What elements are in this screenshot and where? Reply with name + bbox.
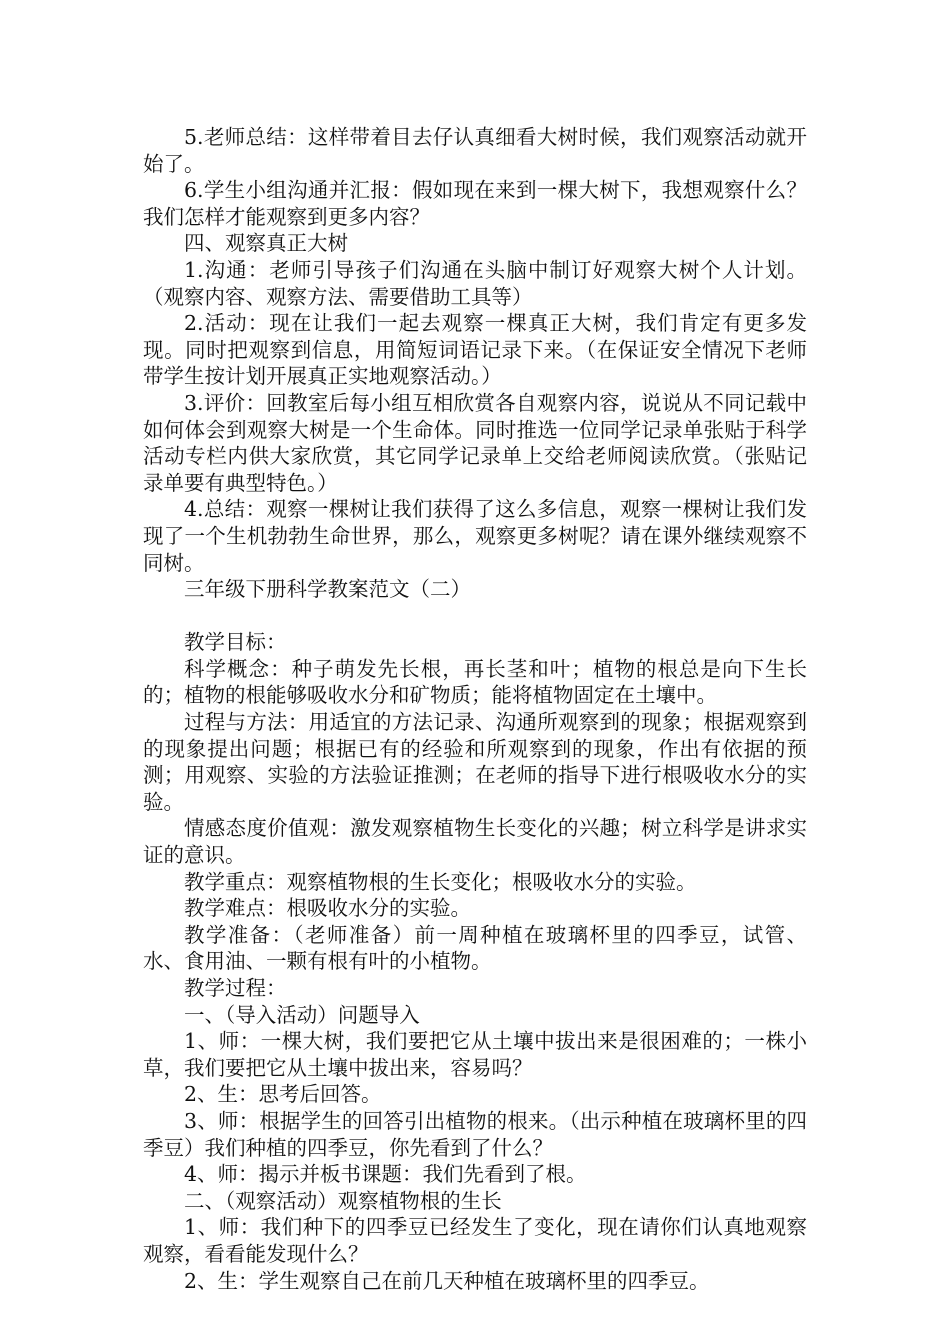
paragraph: 3、师：根据学生的回答引出植物的根来。（出示种植在玻璃杯里的四季豆）我们种植的四季豆，你先看到了什么？ xyxy=(143,1108,807,1160)
paragraph: 1、师：一棵大树，我们要把它从土壤中拔出来是很困难的；一株小草，我们要把它从土壤中拔出来，容易吗？ xyxy=(143,1029,807,1080)
paragraph: 2、生：思考后回答。 xyxy=(184,1082,382,1107)
document-title: 三年级下册科学教案范文（二） xyxy=(184,577,471,602)
paragraph: 3.评价：回教室后每小组互相欣赏各自观察内容，说说从不同记载中如何体会到观察大树是一个生命体。同时推选一位同学记录单张贴于科学活动专栏内供大家欣赏，其它同学记录单上交给老师阅读欣赏。（张贴记录单要有典型特色。） xyxy=(143,390,807,495)
paragraph: 情感态度价值观：激发观察植物生长变化的兴趣；树立科学是讲求实证的意识。 xyxy=(143,816,807,868)
section-heading: 教学目标： xyxy=(184,630,287,655)
paragraph: 2、生：学生观察自己在前几天种植在玻璃杯里的四季豆。 xyxy=(184,1268,710,1293)
blank-line xyxy=(143,603,807,630)
paragraph: 教学难点：根吸收水分的实验。 xyxy=(184,896,471,921)
section-heading: 四、观察真正大树 xyxy=(184,231,348,256)
paragraph: 教学重点：观察植物根的生长变化；根吸收水分的实验。 xyxy=(184,869,697,894)
paragraph: 4.总结：观察一棵树让我们获得了这么多信息，观察一棵树让我们发现了一个生机勃勃生命世界，那么，观察更多树呢？请在课外继续观察不同树。 xyxy=(143,497,807,575)
document-body xyxy=(143,124,807,1294)
paragraph: 科学概念：种子萌发先长根，再长茎和叶；植物的根总是向下生长的；植物的根能够吸收水分和矿物质；能将植物固定在土壤中。 xyxy=(143,656,807,708)
paragraph: 5.老师总结：这样带着目去仔认真细看大树时候，我们观察活动就开始了。 xyxy=(143,125,807,176)
section-heading: 教学过程： xyxy=(184,976,287,1000)
paragraph: 4、师：揭示并板书课题：我们先看到了根。 xyxy=(184,1162,587,1187)
section-heading: 二、（观察活动）观察植物根的生长 xyxy=(184,1188,502,1213)
paragraph: 教学准备：（老师准备）前一周种植在玻璃杯里的四季豆，试管、水、食用油、一颗有根有叶的小植物。 xyxy=(143,922,807,974)
paragraph: 过程与方法：用适宜的方法记录、沟通所观察到的现象；根据观察到的现象提出问题；根据已有的经验和所观察到的现象，作出有依据的预测；用观察、实验的方法验证推测；在老师的指导下进行根吸收水分的实验。 xyxy=(143,710,807,814)
paragraph: 1、师：我们种下的四季豆已经发生了变化，现在请你们认真地观察观察，看看能发现什么？ xyxy=(143,1215,807,1266)
paragraph: 2.活动：现在让我们一起去观察一棵真正大树，我们肯定有更多发现。同时把观察到信息，用简短词语记录下来。（在保证安全情况下老师带学生按计划开展真正实地观察活动。） xyxy=(143,311,807,389)
section-heading: 一、（导入活动）问题导入 xyxy=(184,1002,420,1027)
paragraph: 1.沟通：老师引导孩子们沟通在头脑中制订好观察大树个人计划。（观察内容、观察方法、需要借助工具等） xyxy=(143,257,807,309)
paragraph: 6.学生小组沟通并汇报：假如现在来到一棵大树下，我想观察什么？我们怎样才能观察到更多内容？ xyxy=(143,178,807,229)
